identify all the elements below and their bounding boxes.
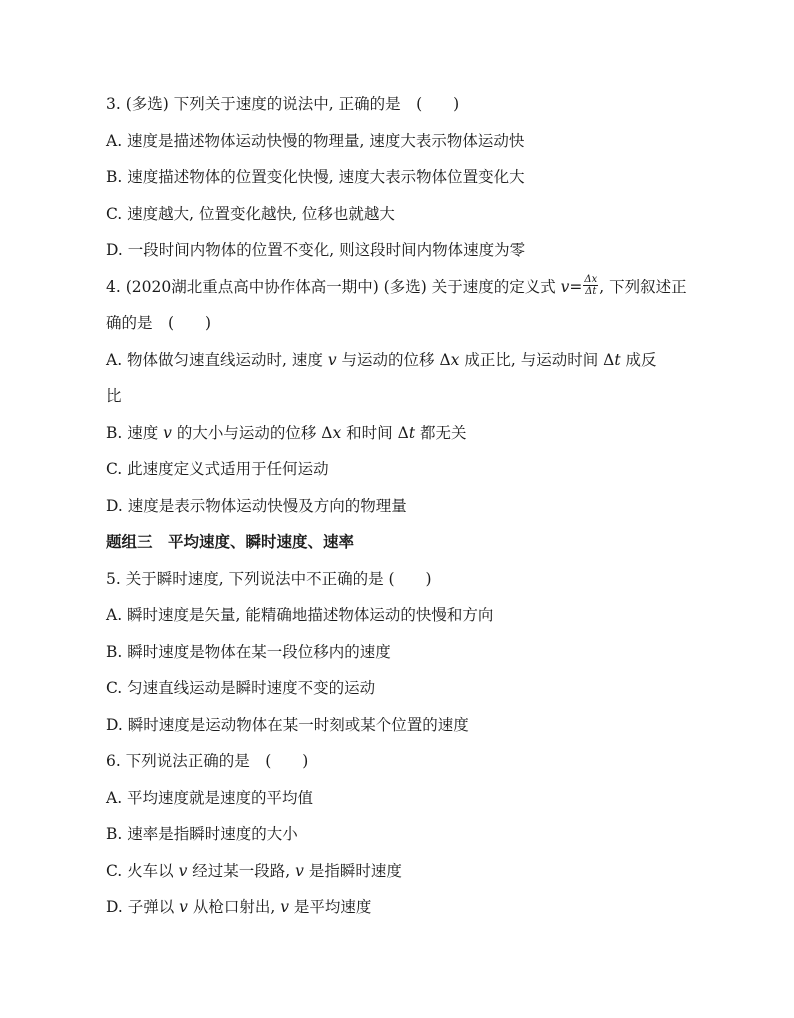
question-6-stem: 6. 下列说法正确的是 ( ) [106, 752, 309, 770]
option-a-text: 与运动的位移 Δ [336, 350, 451, 369]
option-a-text: A. 物体做匀速直线运动时, 速度 [106, 350, 328, 369]
question-4-stem-suffix: , 下列叙述正 [599, 277, 687, 296]
option-c-text: C. 火车以 [106, 861, 179, 880]
question-4-stem [106, 269, 696, 306]
var-v: v [280, 898, 289, 916]
option-b-text: 都无关 [415, 423, 467, 442]
var-x: x [450, 350, 460, 369]
option-a-text: 成正比, 与运动时间 Δ [459, 350, 615, 369]
var-v: v [327, 350, 337, 369]
question-4-stem-line2: 确的是 ( ) [106, 314, 212, 332]
option-b-text: 的大小与运动的位移 Δ [171, 423, 333, 442]
question-5-option-c: C. 匀速直线运动是瞬时速度不变的运动 [106, 679, 376, 697]
question-4-option-a-line2: 比 [106, 387, 122, 405]
option-d-text: 从枪口射出, [187, 898, 281, 916]
question-5-option-a: A. 瞬时速度是矢量, 能精确地描述物体运动的快慢和方向 [106, 606, 494, 624]
var-x: x [332, 423, 342, 442]
var-v: v [179, 898, 188, 916]
var-t: t [614, 350, 621, 369]
option-c-text: 经过某一段路, [187, 861, 296, 880]
var-t: t [408, 423, 416, 442]
formula-numerator: Δx [584, 274, 598, 285]
question-3-stem: 3. (多选) 下列关于速度的说法中, 正确的是 ( ) [106, 95, 460, 113]
option-b-text: B. 速度 [106, 423, 164, 442]
option-c-text: 是指瞬时速度 [303, 861, 402, 880]
option-b-text: 和时间 Δ [341, 423, 409, 442]
option-d-text: D. 子弹以 [106, 898, 180, 916]
question-6-option-a: A. 平均速度就是速度的平均值 [106, 788, 314, 807]
question-5-option-d: D. 瞬时速度是运动物体在某一时刻或某个位置的速度 [106, 715, 469, 734]
question-4-option-c: C. 此速度定义式适用于任何运动 [106, 460, 329, 478]
question-3-option-c: C. 速度越大, 位置变化越快, 位移也就越大 [106, 204, 395, 223]
question-6-option-d [106, 889, 696, 926]
question-5-stem: 5. 关于瞬时速度, 下列说法中不正确的是 ( ) [106, 569, 432, 588]
question-4-stem-prefix: 4. (2020湖北重点高中协作体高一期中) (多选) 关于速度的定义式 [106, 277, 561, 296]
formula-denominator: Δt [585, 286, 597, 297]
question-3-option-a: A. 速度是描述物体运动快慢的物理量, 速度大表示物体运动快 [106, 131, 525, 150]
formula-fraction [583, 274, 598, 297]
var-v: v [295, 861, 304, 880]
question-5-option-b: B. 瞬时速度是物体在某一段位移内的速度 [106, 642, 391, 661]
question-6-option-b: B. 速率是指瞬时速度的大小 [106, 825, 298, 843]
option-a-text: 成反 [620, 350, 657, 369]
question-4-option-d: D. 速度是表示物体运动快慢及方向的物理量 [106, 496, 407, 515]
option-d-text: 是平均速度 [288, 898, 372, 916]
question-4-option-a-line1 [106, 342, 696, 379]
question-4-option-b [106, 415, 696, 452]
document-page [106, 86, 696, 926]
var-v: v [178, 861, 188, 880]
question-6-option-c [106, 853, 696, 890]
question-3-option-d: D. 一段时间内物体的位置不变化, 则这段时间内物体速度为零 [106, 241, 526, 259]
question-3-option-b: B. 速度描述物体的位置变化快慢, 速度大表示物体位置变化大 [106, 168, 525, 186]
section-heading: 题组三 平均速度、瞬时速度、速率 [106, 533, 355, 551]
formula-lhs: v= [560, 277, 583, 296]
var-v: v [163, 423, 172, 442]
